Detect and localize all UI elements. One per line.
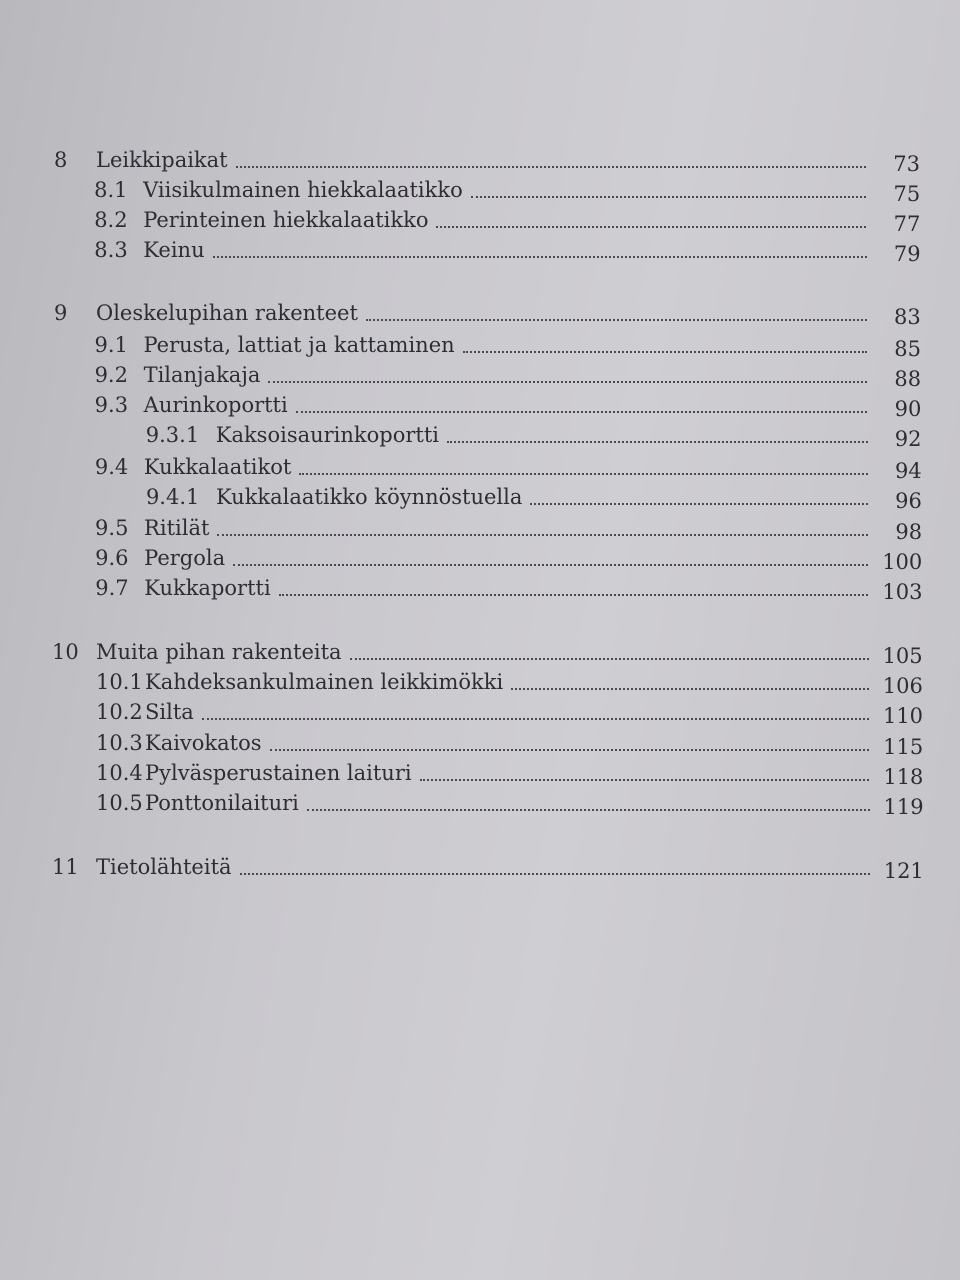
toc-entry-page: 118 xyxy=(883,765,924,789)
toc-entry xyxy=(0,298,960,328)
toc-leader-dots xyxy=(202,716,869,720)
toc-leader-dots xyxy=(270,747,870,751)
toc-entry xyxy=(0,697,960,727)
toc-leader-dots xyxy=(471,194,866,198)
toc-leader-dots xyxy=(217,532,868,536)
toc-entry-number: 9.4.1 xyxy=(145,485,200,509)
toc-entry-title: Kahdeksankulmainen leikkimökki xyxy=(145,670,504,694)
toc-entry xyxy=(0,758,960,788)
toc-entry-title: Silta xyxy=(145,700,194,724)
toc-entry-number: 9.3 xyxy=(94,393,129,417)
toc-entry-number: 10.2 xyxy=(96,700,143,724)
toc-entry-number: 8.3 xyxy=(94,238,128,262)
toc-entry-page: 94 xyxy=(894,459,922,483)
toc-leader-dots xyxy=(279,592,869,596)
toc-leader-dots xyxy=(436,224,866,228)
toc-entry-page: 115 xyxy=(883,735,924,759)
toc-entry-number: 10.4 xyxy=(96,761,143,785)
toc-entry-number: 8.2 xyxy=(94,208,128,232)
toc-leader-dots xyxy=(350,656,869,660)
toc-entry-title: Ritilät xyxy=(144,516,210,540)
toc-leader-dots xyxy=(307,807,870,811)
toc-entry xyxy=(0,420,960,450)
toc-entry-title: Perinteinen hiekkalaatikko xyxy=(143,208,429,232)
toc-entry-title: Kaivokatos xyxy=(145,731,262,755)
toc-entry-title: Viisikulmainen hiekkalaatikko xyxy=(143,178,463,202)
toc-entry xyxy=(0,452,960,482)
toc-leader-dots xyxy=(236,164,866,168)
toc-entry xyxy=(0,513,960,543)
toc-entry xyxy=(0,360,960,390)
toc-leader-dots xyxy=(530,501,867,505)
toc-entry-title: Pylväsperustainen laituri xyxy=(145,761,412,785)
toc-entry xyxy=(0,390,960,420)
toc-entry-title: Kaksoisaurinkoportti xyxy=(215,423,440,447)
toc-entry-title: Kukkalaatikot xyxy=(143,455,292,479)
toc-leader-dots xyxy=(511,686,869,690)
toc-leader-dots xyxy=(233,562,868,566)
toc-leader-dots xyxy=(447,439,867,443)
toc-entry xyxy=(0,637,960,667)
toc-entry-number: 10.1 xyxy=(96,670,143,694)
toc-entry-title: Aurinkoportti xyxy=(143,393,288,417)
toc-entry-title: Kukkaportti xyxy=(144,576,271,600)
toc-entry-page: 79 xyxy=(893,242,921,266)
toc-entry-title: Ponttonilaituri xyxy=(145,791,299,815)
toc-entry-number: 8.1 xyxy=(94,178,128,202)
toc-entry-page: 77 xyxy=(893,212,921,236)
toc-entry-page: 88 xyxy=(894,367,922,391)
toc-leader-dots xyxy=(240,871,870,875)
toc-entry-number: 9 xyxy=(54,301,68,325)
toc-entry-page: 121 xyxy=(883,859,924,883)
toc-leader-dots xyxy=(296,409,868,413)
toc-entry-title: Pergola xyxy=(144,546,226,570)
toc-entry-number: 11 xyxy=(52,855,79,879)
toc-entry-page: 106 xyxy=(882,674,923,698)
toc-entry-title: Muita pihan rakenteita xyxy=(96,640,342,664)
toc-entry-number: 9.6 xyxy=(95,546,129,570)
toc-entry xyxy=(0,788,960,818)
toc-entry xyxy=(0,205,960,235)
toc-entry xyxy=(0,145,960,175)
toc-entry-title: Oleskelupihan rakenteet xyxy=(96,301,358,325)
toc-leader-dots xyxy=(463,349,867,353)
toc-entry-title: Perusta, lattiat ja kattaminen xyxy=(143,333,455,357)
toc-entry-number: 9.3.1 xyxy=(145,423,200,447)
toc-leader-dots xyxy=(366,317,867,321)
toc-entry-number: 10 xyxy=(52,640,79,664)
toc-entry-number: 9.1 xyxy=(94,333,128,357)
toc-entry xyxy=(0,852,960,882)
toc-entry-number: 9.4 xyxy=(94,455,129,479)
toc-entry-page: 105 xyxy=(882,644,923,668)
toc-entry-number: 10.5 xyxy=(96,791,143,815)
toc-entry-page: 110 xyxy=(882,704,924,728)
toc-entry-title: Tilanjakaja xyxy=(143,363,261,387)
toc-leader-dots xyxy=(268,379,867,383)
toc-entry xyxy=(0,573,960,603)
toc-entry xyxy=(0,330,960,360)
toc-entry-number: 8 xyxy=(54,148,68,172)
toc-entry-page: 98 xyxy=(895,520,923,544)
toc-entry-page: 119 xyxy=(883,795,924,819)
toc-entry-page: 85 xyxy=(894,337,921,361)
toc-entry-page: 90 xyxy=(894,397,922,421)
toc-entry-title: Kukkalaatikko köynnöstuella xyxy=(215,485,523,509)
toc-entry xyxy=(0,543,960,573)
toc-entry-number: 9.5 xyxy=(95,516,129,540)
toc-entry-title: Keinu xyxy=(143,238,205,262)
toc-entry-page: 100 xyxy=(882,550,923,574)
toc-leader-dots xyxy=(299,471,867,475)
toc-entry-number: 9.7 xyxy=(95,576,129,600)
toc-entry-number: 10.3 xyxy=(96,731,143,755)
toc-entry xyxy=(0,235,960,265)
toc-entry-page: 96 xyxy=(895,489,922,513)
toc-entry xyxy=(0,728,960,758)
toc-entry xyxy=(0,482,960,512)
toc-entry-title: Tietolähteitä xyxy=(96,855,232,879)
toc-entry-page: 73 xyxy=(893,152,920,176)
toc-entry-page: 75 xyxy=(893,182,921,206)
toc-entry xyxy=(0,175,960,205)
toc-entry-title: Leikkipaikat xyxy=(96,148,228,172)
toc-entry-page: 92 xyxy=(894,427,922,451)
toc-entry xyxy=(0,667,960,697)
toc-entry-page: 83 xyxy=(894,305,921,329)
toc-leader-dots xyxy=(420,777,870,781)
toc-entry-page: 103 xyxy=(882,580,923,604)
toc-leader-dots xyxy=(213,254,867,258)
toc-entry-number: 9.2 xyxy=(94,363,128,387)
